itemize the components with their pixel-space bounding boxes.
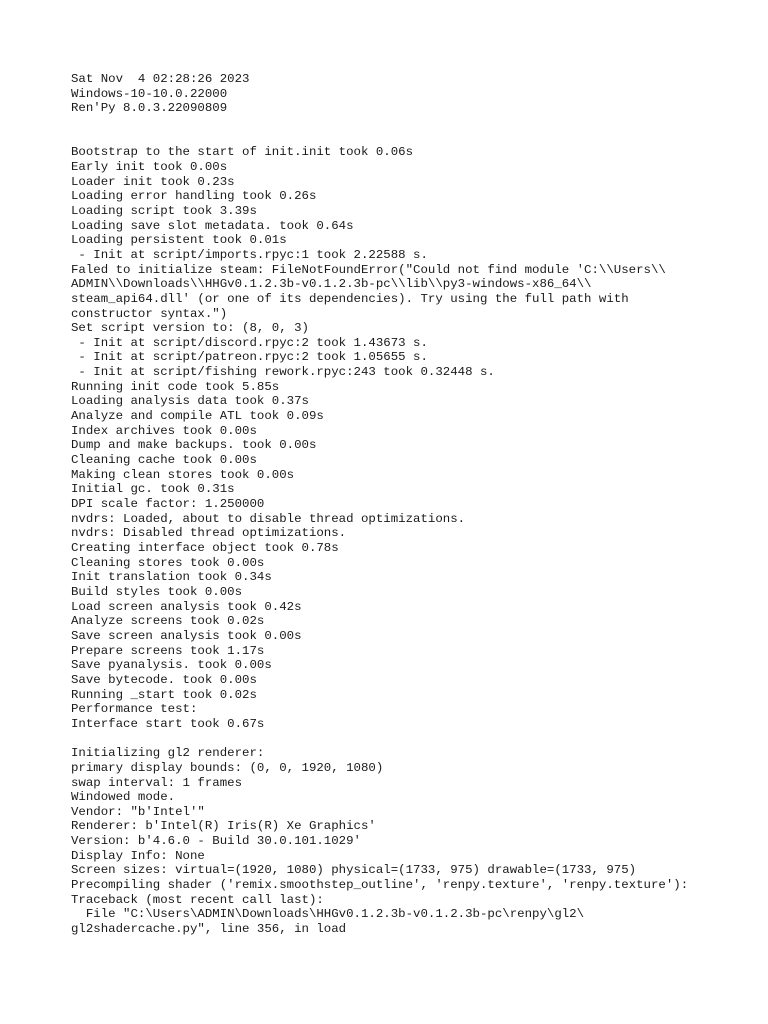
- log-document: [71, 72, 761, 937]
- log-line: Analyze screens took 0.02s: [71, 614, 265, 629]
- log-line: nvdrs: Loaded, about to disable thread optimizations.: [71, 511, 466, 526]
- log-line: Loading save slot metadata. took 0.64s: [71, 218, 354, 233]
- log-line: Precompiling shader ('remix.smoothstep_outline', 'renpy.texture', 'renpy.texture'):: [71, 878, 689, 893]
- log-line: nvdrs: Disabled thread optimizations.: [71, 526, 347, 541]
- log-line: Load screen analysis took 0.42s: [71, 599, 302, 614]
- log-line: Performance test:: [71, 702, 198, 717]
- log-line: Loading error handling took 0.26s: [71, 189, 317, 204]
- log-line: Traceback (most recent call last):: [71, 892, 324, 907]
- log-line: Interface start took 0.67s: [71, 716, 265, 731]
- log-line: Version: b'4.6.0 - Build 30.0.101.1029': [71, 834, 361, 849]
- log-line: Init translation took 0.34s: [71, 570, 272, 585]
- log-line: Windows-10-10.0.22000: [71, 86, 228, 101]
- log-line: constructor syntax."): [71, 306, 228, 321]
- log-line: gl2shadercache.py", line 356, in load: [71, 922, 347, 937]
- log-line: primary display bounds: (0, 0, 1920, 1080): [71, 760, 384, 775]
- log-line: Early init took 0.00s: [71, 159, 228, 174]
- log-line: [71, 732, 761, 747]
- log-line: Set script version to: (8, 0, 3): [71, 321, 309, 336]
- log-line: Ren'Py 8.0.3.22090809: [71, 101, 228, 116]
- log-line: - Init at script/patreon.rpyc:2 took 1.05655 s.: [71, 350, 428, 365]
- log-line: Analyze and compile ATL took 0.09s: [71, 409, 324, 424]
- log-line: Cleaning cache took 0.00s: [71, 453, 257, 468]
- log-line: [71, 131, 761, 146]
- log-line: Windowed mode.: [71, 790, 176, 805]
- log-line: Display Info: None: [71, 848, 205, 863]
- log-line: Cleaning stores took 0.00s: [71, 555, 265, 570]
- log-line: File "C:\Users\ADMIN\Downloads\HHGv0.1.2.3b-v0.1.2.3b-pc\renpy\gl2\: [71, 907, 585, 922]
- log-line: Loading analysis data took 0.37s: [71, 394, 309, 409]
- log-line: - Init at script/imports.rpyc:1 took 2.22588 s.: [71, 247, 428, 262]
- log-line: - Init at script/fishing rework.rpyc:243 took 0.32448 s.: [71, 365, 495, 380]
- log-line: Bootstrap to the start of init.init took 0.06s: [71, 145, 414, 160]
- log-line: [71, 116, 761, 131]
- log-text-block: [71, 72, 761, 937]
- log-line: Build styles took 0.00s: [71, 584, 243, 599]
- log-line: swap interval: 1 frames: [71, 775, 243, 790]
- log-line: Prepare screens took 1.17s: [71, 643, 265, 658]
- log-line: Screen sizes: virtual=(1920, 1080) physical=(1733, 975) drawable=(1733, 975): [71, 863, 637, 878]
- log-line: DPI scale factor: 1.250000: [71, 497, 265, 512]
- log-line: Faled to initialize steam: FileNotFoundError("Could not find module 'C:\\Users\\: [71, 262, 666, 277]
- log-line: Initializing gl2 renderer:: [71, 746, 265, 761]
- log-line: Renderer: b'Intel(R) Iris(R) Xe Graphics': [71, 819, 376, 834]
- log-line: Save bytecode. took 0.00s: [71, 672, 257, 687]
- log-line: ADMIN\\Downloads\\HHGv0.1.2.3b-v0.1.2.3b-pc\\lib\\py3-windows-x86_64\\: [71, 277, 592, 292]
- log-line: steam_api64.dll' (or one of its dependencies). Try using the full path with: [71, 291, 629, 306]
- log-line: Loading script took 3.39s: [71, 203, 257, 218]
- log-line: Initial gc. took 0.31s: [71, 482, 235, 497]
- log-line: - Init at script/discord.rpyc:2 took 1.43673 s.: [71, 335, 428, 350]
- log-line: Index archives took 0.00s: [71, 423, 257, 438]
- log-line: Sat Nov 4 02:28:26 2023: [71, 72, 250, 86]
- log-line: Making clean stores took 0.00s: [71, 467, 295, 482]
- log-line: Save pyanalysis. took 0.00s: [71, 658, 272, 673]
- log-line: Running init code took 5.85s: [71, 379, 280, 394]
- log-line: Dump and make backups. took 0.00s: [71, 438, 317, 453]
- log-line: Loader init took 0.23s: [71, 174, 235, 189]
- log-line: Loading persistent took 0.01s: [71, 233, 287, 248]
- log-line: Save screen analysis took 0.00s: [71, 628, 302, 643]
- log-line: Creating interface object took 0.78s: [71, 541, 339, 555]
- log-line: Vendor: "b'Intel'": [71, 804, 205, 819]
- log-line: Running _start took 0.02s: [71, 687, 257, 702]
